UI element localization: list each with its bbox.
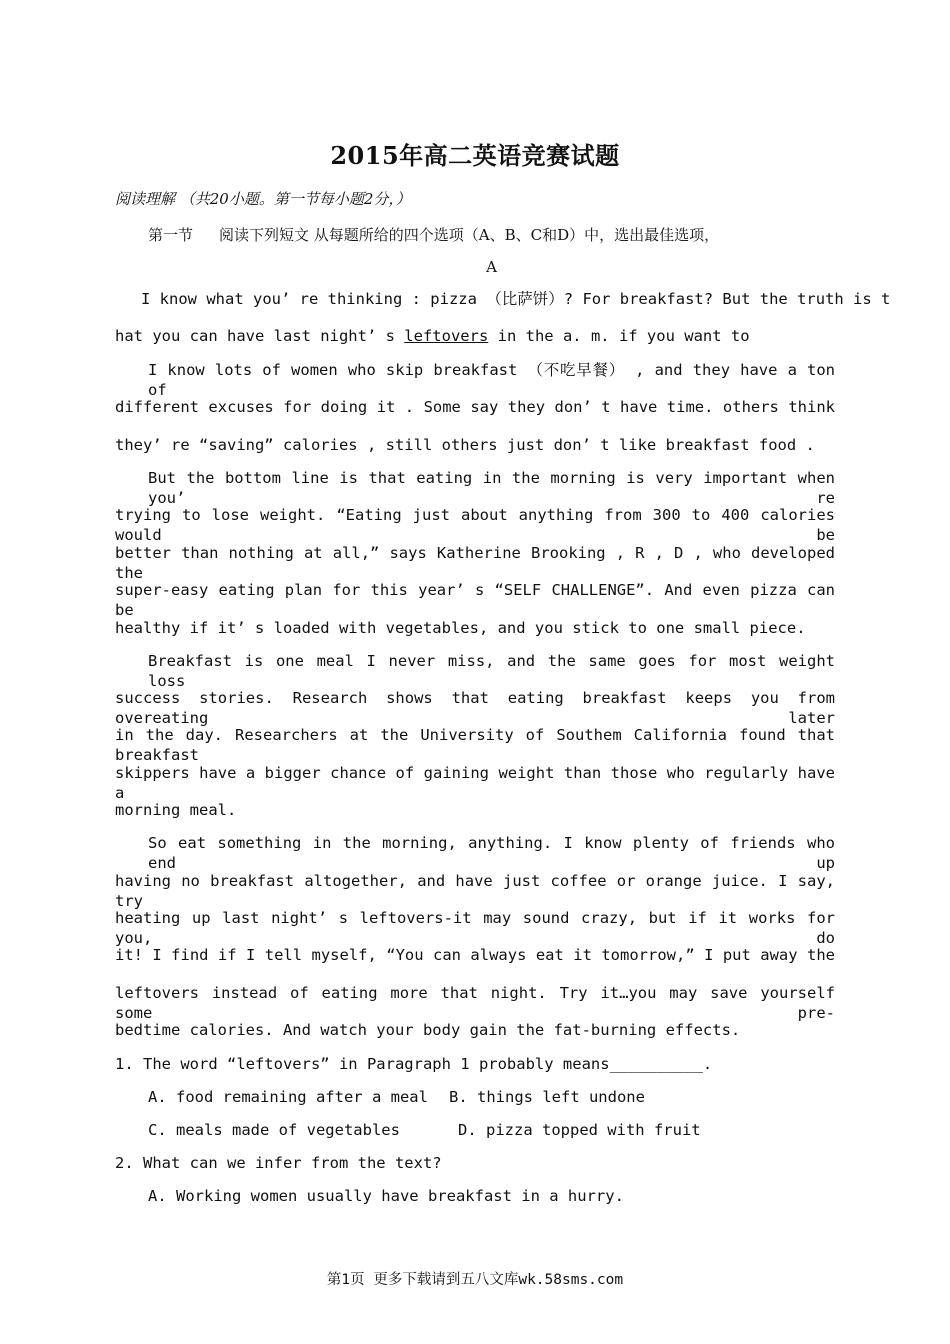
passage-line: trying to lose weight. “Eating just about anything from 300 to 400 calories would be <box>115 506 835 544</box>
passage-line: So eat something in the morning, anything. I know plenty of friends who end up <box>148 834 835 872</box>
part-heading <box>148 224 719 245</box>
passage-line: Breakfast is one meal I never miss, and the same goes for most weight loss <box>148 652 835 690</box>
passage-line: different excuses for doing it . Some say they don’ t have time. others think <box>115 398 835 416</box>
passage-line: I know lots of women who skip breakfast （不吃早餐） , and they have a ton of <box>148 361 835 399</box>
passage-line: it! I find if I tell myself, “You can always eat it tomorrow,” I put away the <box>115 946 835 964</box>
question-1-option-a: A. food remaining after a meal <box>148 1088 428 1106</box>
passage-line: bedtime calories. And watch your body gain the fat-burning effects. <box>115 1021 741 1039</box>
passage-line: But the bottom line is that eating in the morning is very important when you’ re <box>148 469 835 507</box>
passage-line: hat you can have last night’ s leftovers in the a. m. if you want to <box>115 327 750 345</box>
passage-line: better than nothing at all,” says Katherine Brooking , R , D , who developed the <box>115 544 835 582</box>
passage-line: I know what you’ re thinking : pizza （比萨饼）? For breakfast? But the truth is t <box>141 290 891 308</box>
underlined-word: leftovers <box>404 327 489 345</box>
part-instruction: 阅读下列短文 从每题所给的四个选项（A、B、C和D）中，选出最佳选项， <box>219 226 720 244</box>
passage-line: in the day. Researchers at the University of Southem California found that breakfast <box>115 726 835 764</box>
passage-line: morning meal. <box>115 801 237 819</box>
page-footer: 第1页 更多下载请到五八文库wk.58sms.com <box>326 1272 624 1288</box>
passage-line: heating up last night’ s leftovers-it may sound crazy, but if it works for you, do <box>115 909 835 947</box>
passage-line: leftovers instead of eating more that night. Try it…you may save yourself some pre- <box>115 984 835 1022</box>
passage-label: A <box>486 258 497 276</box>
page-title: 2015年高二英语竞赛试题 <box>330 141 620 170</box>
question-1-option-d: D. pizza topped with fruit <box>458 1121 701 1139</box>
question-1-stem: 1. The word “leftovers” in Paragraph 1 probably means__________. <box>115 1055 713 1073</box>
question-1-option-b: B. things left undone <box>449 1088 645 1106</box>
part-label: 第一节 <box>148 226 194 244</box>
passage-line: they’ re “saving” calories , still others just don’ t like breakfast food . <box>115 436 815 454</box>
passage-line: skippers have a bigger chance of gaining weight than those who regularly have a <box>115 764 835 802</box>
passage-line: super-easy eating plan for this year’ s “SELF CHALLENGE”. And even pizza can be <box>115 581 835 619</box>
question-1-option-c: C. meals made of vegetables <box>148 1121 400 1139</box>
passage-line: success stories. Research shows that eating breakfast keeps you from overeating later <box>115 689 835 727</box>
passage-line: having no breakfast altogether, and have just coffee or orange juice. I say, try <box>115 872 835 910</box>
section-heading: 阅读理解 （共20小题。第一节每小题2分，） <box>115 190 411 208</box>
question-2-option-a: A. Working women usually have breakfast in a hurry. <box>148 1187 624 1205</box>
passage-line: healthy if it’ s loaded with vegetables, and you stick to one small piece. <box>115 619 806 637</box>
question-2-stem: 2. What can we infer from the text? <box>115 1154 442 1172</box>
